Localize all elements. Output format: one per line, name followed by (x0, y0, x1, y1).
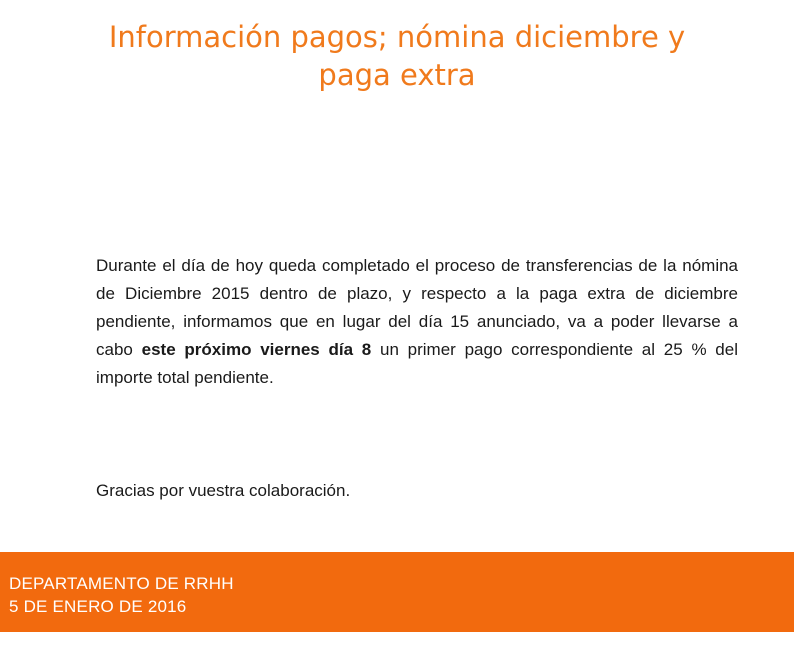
announcement-paragraph (96, 252, 738, 392)
thanks-note: Gracias por vuestra colaboración. (96, 481, 351, 500)
paragraph-text-start: Durante el día de hoy queda completado el proceso de transferencias de la nómina de Diciembre 2015 dentro de plazo, y respecto a la paga extra de diciembre pendiente, informamos que en lugar del día 15 anunciado, va a poder llevarse a cabo (96, 256, 738, 359)
page-title: Información pagos; nómina diciembre y paga extra (108, 20, 686, 92)
footer-date: 5 DE ENERO DE 2016 (9, 597, 187, 616)
footer-bar (0, 552, 794, 632)
footer-department: DEPARTAMENTO DE RRHH (9, 574, 234, 593)
paragraph-bold-date: este próximo viernes día 8 (141, 340, 372, 359)
paragraph-text-end: un primer pago correspondiente al 25 % del importe total pendiente. (96, 340, 738, 387)
